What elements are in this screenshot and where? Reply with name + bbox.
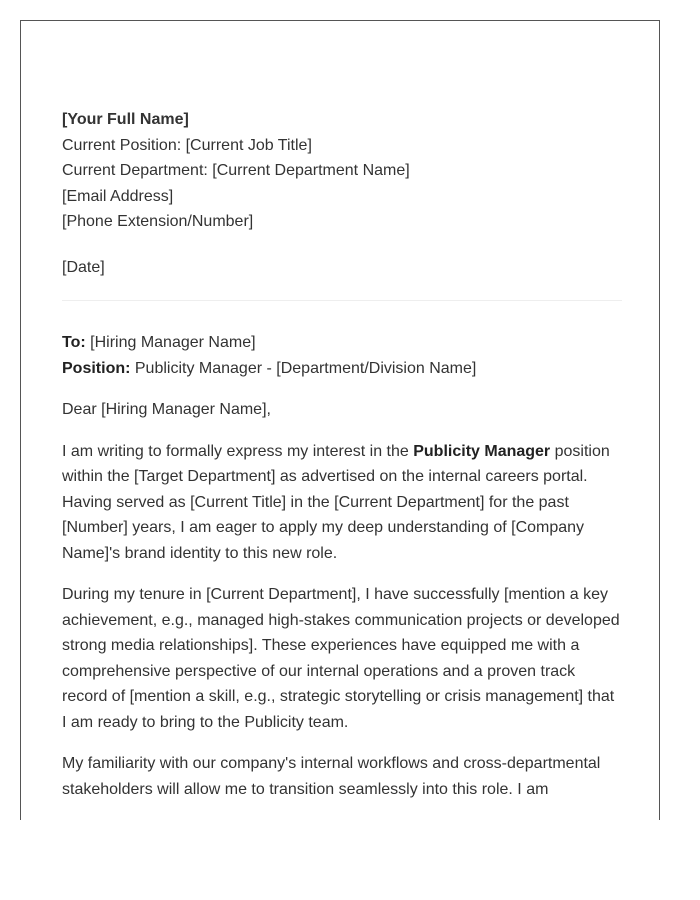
letter-date: [Date] (62, 258, 105, 276)
salutation: Dear [Hiring Manager Name], (62, 401, 271, 418)
sender-block (62, 107, 622, 235)
position-label: Position: (62, 359, 131, 377)
paragraph-1-before: I am writing to formally express my interest in the (62, 442, 414, 460)
paragraph-1-after: position within the [Target Department] as advertised on the internal careers portal. Having served as [Current Title] in the [Current Department] for the past [Number] years, I am eager to apply my deep understanding of [Company Name]'s brand identity to this new role. (62, 442, 610, 562)
sender-position: Current Position: [Current Job Title] (62, 136, 312, 154)
position-value: Publicity Manager - [Department/Division Name] (130, 359, 477, 377)
letter-page (20, 20, 660, 820)
sender-phone: [Phone Extension/Number] (62, 213, 254, 230)
paragraph-1 (62, 439, 622, 567)
divider (62, 300, 622, 301)
letter-content (62, 107, 622, 802)
recipient-to-line (62, 330, 622, 356)
paragraph-2: During my tenure in [Current Department], I have successfully [mention a key achievement, e.g., managed high-stakes communication projects or developed strong media relationships]. These experiences have equipped me with a comprehensive perspective of our internal operations and a proven track record of [mention a skill, e.g., strategic storytelling or crisis management] that I am ready to bring to the Publicity team. (62, 586, 620, 731)
to-value: [Hiring Manager Name] (85, 334, 256, 351)
sender-email: [Email Address] (62, 187, 174, 205)
recipient-block (62, 330, 622, 381)
paragraph-3: My familiarity with our company's internal workflows and cross-departmental stakeholders will allow me to transition seamlessly into this role. I am (62, 755, 601, 798)
paragraph-1-bold: Publicity Manager (413, 442, 551, 460)
to-label: To: (62, 334, 86, 351)
sender-department: Current Department: [Current Department Name] (62, 162, 410, 179)
sender-name: [Your Full Name] (62, 111, 189, 128)
recipient-position-line (62, 356, 622, 382)
